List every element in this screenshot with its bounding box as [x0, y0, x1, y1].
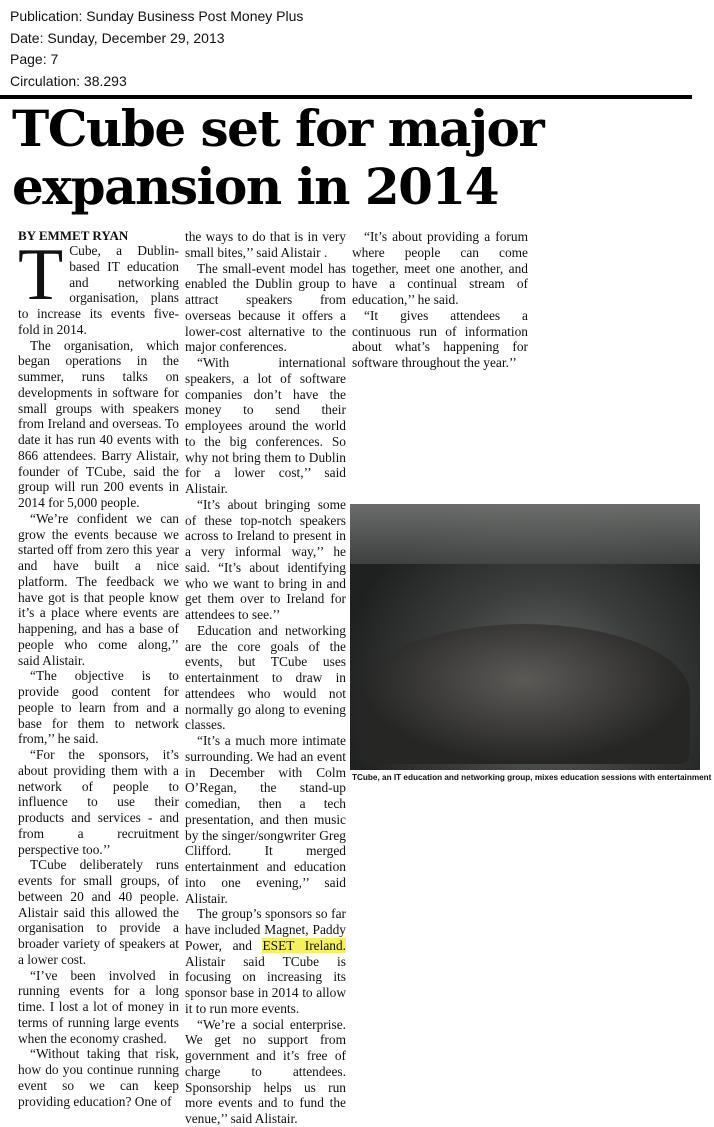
- byline: BY EMMET RYAN: [18, 228, 129, 243]
- paragraph: “It’s about bringing some of these top-notch speakers across to Ireland to present in a very informal way,’’ he said. “It’s about identifying who we want to bring in and get them over to Ireland for attendees to see.’’: [185, 496, 346, 622]
- paragraph: Education and networking are the core goals of the events, but TCube uses entertainment to draw in attendees who would not normally go along to evening classes.: [185, 622, 346, 733]
- page-number: Page: 7: [10, 51, 59, 67]
- paragraph: TCube deliberately runs events for small groups, of between 20 and 40 people. Alistair said this allowed the organisation to provide a broader variety of speakers at a lower cost.: [18, 857, 179, 967]
- column-2: [185, 229, 346, 1127]
- paragraph: The organisation, which began operations in the summer, runs talks on developments in software for small groups with speakers from Ireland and overseas. To date it has run 40 events with 866 attendees. Barry Alistair, founder of TCube, said the group will run 200 events in 2014 for 5,000 people.: [18, 337, 179, 510]
- date: Date: Sunday, December 29, 2013: [10, 29, 225, 46]
- column-3: [352, 229, 528, 371]
- paragraph: “We’re confident we can grow the events because we started off from zero this year and have built a nice platform. The feedback we have got is that people know it’s a place where events are happening, and has a base of people who come along,’’ said Alistair.: [18, 510, 179, 668]
- paragraph: “It’s a much more intimate surrounding. We had an event in December with Colm O’Regan, the stand-up comedian, then a tech presentation, and then music by the singer/songwriter Greg Clifford. It merged entertainment and education into one evening,’’ said Alistair.: [185, 733, 346, 906]
- circulation: Circulation: 38.293: [10, 72, 127, 89]
- publication: Publication: Sunday Business Post Money Plus: [10, 8, 304, 24]
- paragraph: “We’re a social enterprise. We get no support from government and it’s free of charge to attendees. Sponsorship helps us run more events and to fund the venue,’’ said Alistair.: [185, 1016, 346, 1126]
- photo-caption: TCube, an IT education and networking group, mixes education sessions with entertainment: [352, 773, 712, 782]
- headline-line-1: TCube set for major: [12, 99, 544, 158]
- paragraph: “I’ve been involved in running events for a long time. I lost a lot of money in terms of running large events when the economy crashed.: [18, 967, 179, 1046]
- paragraph-sponsors: The group’s sponsors so far have included Magnet, Paddy Power, and ESET Ireland. Alistair said TCube is focusing on increasing its sponsor base in 2014 to allow it to run more events.: [185, 906, 347, 1016]
- headline-line-2: expansion in 2014: [12, 157, 498, 216]
- clipping-metadata: [10, 6, 303, 92]
- group-photo: [350, 504, 700, 770]
- paragraph: “The objective is to provide good content for people to learn from and a base for them to network from,’’ he said.: [18, 668, 179, 747]
- highlighted-text: ESET Ireland.: [262, 937, 347, 953]
- paragraph: “Without taking that risk, how do you continue running event so we can keep providing education? One of: [18, 1046, 179, 1109]
- column-1: [18, 229, 179, 1109]
- headline: [12, 100, 702, 216]
- paragraph: The small-event model has enabled the Dublin group to attract speakers from overseas because it offers a lower-cost alternative to the major conferences.: [185, 260, 346, 355]
- paragraph: “It gives attendees a continuous run of information about what’s happening for software throughout the year.’’: [352, 307, 528, 370]
- drop-cap: T: [18, 234, 64, 316]
- paragraph: “With international speakers, a lot of software companies don’t have the money to send their employees around the world to the big conferences. So why not bring them to Dublin for a lower cost,’’ said Alistair.: [185, 355, 346, 496]
- paragraph: “It’s about providing a forum where people can come together, meet one another, and have a continual stream of education,’’ he said.: [352, 229, 528, 307]
- paragraph: “For the sponsors, it’s about providing them with a network of people to influence to use their products and services - and from a recruitment perspective too.’’: [18, 747, 179, 857]
- paragraph: the ways to do that is in very small bites,’’ said Alistair .: [185, 229, 346, 260]
- lead-paragraph: T Cube, a Dublin-based IT education and networking organisation, plans to increase its events five-fold in 2014.: [18, 234, 179, 337]
